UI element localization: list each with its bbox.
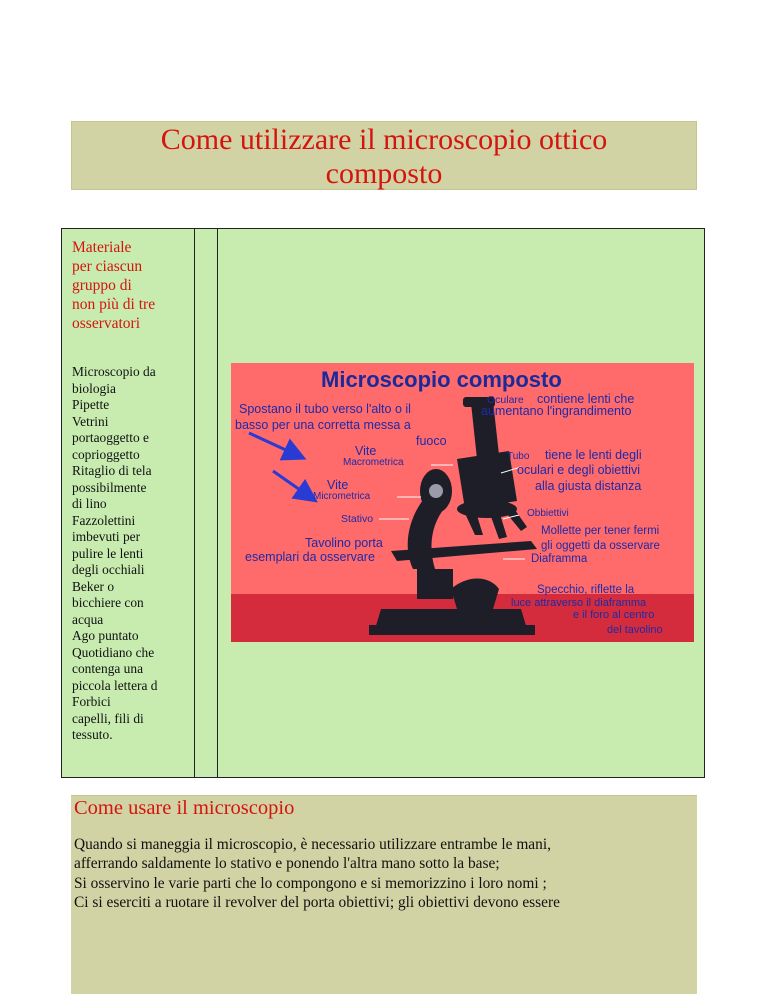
label-diaframma: Diaframma	[531, 553, 588, 565]
section-text-line: Quando si maneggia il microscopio, è necessario utilizzare entrambe le mani,	[74, 836, 551, 853]
materials-list-item: bicchiere con	[72, 595, 144, 610]
materials-list-item: Microscopio da	[72, 364, 156, 379]
section-text	[74, 835, 697, 913]
label-mollette-line2: gli oggetti da osservare	[541, 540, 660, 552]
materials-heading	[72, 238, 192, 333]
materials-list-item: pulire le lenti	[72, 545, 144, 561]
materials-list-item: Vetrini	[72, 413, 109, 429]
figure-title: Microscopio composto	[321, 367, 562, 392]
page-title-line-1: Come utilizzare il microscopio ottico	[160, 123, 608, 156]
label-specchio-line3: e il foro al centro	[573, 609, 655, 621]
section-text-line: Ci si eserciti a ruotare il revolver del porta obiettivi; gli obiettivi devono essere	[74, 894, 560, 912]
label-specchio-line4: del tavolino	[607, 624, 663, 636]
section-text-line: afferrando saldamente lo stativo e ponendo l'altra mano sotto la base;	[74, 855, 500, 873]
materials-heading-line: osservatori	[72, 315, 141, 332]
materials-list-item: acqua	[72, 611, 104, 627]
materials-list-item: coprioggetto	[72, 446, 140, 462]
usage-section	[71, 795, 697, 994]
label-tubo-desc1: tiene le lenti degli	[545, 448, 642, 462]
label-tavolino-line1: Tavolino porta	[305, 536, 383, 550]
label-specchio-line2: luce attraverso il diaframma	[511, 597, 647, 609]
label-oculare: Oculare	[487, 394, 524, 406]
label-oculare-desc1: contiene lenti che	[537, 392, 635, 406]
microscope-diagram	[231, 363, 694, 642]
label-tubo-desc3: alla giusta distanza	[535, 479, 642, 493]
label-obbiettivi: Obbiettivi	[527, 508, 569, 519]
section-heading: Come usare il microscopio	[74, 797, 295, 819]
materials-list-item: imbevuti per	[72, 529, 141, 544]
materials-heading-line: Materiale	[72, 239, 132, 256]
materials-list-item: contenga una	[72, 661, 144, 676]
label-micrometrica: Micrometrica	[313, 491, 371, 502]
materials-list-item: degli occhiali	[72, 562, 145, 577]
label-spostano-line3: fuoco	[416, 434, 447, 448]
label-specchio-line1: Specchio, riflette la	[537, 584, 635, 596]
materials-list-item: Ritaglio di tela	[72, 463, 152, 478]
materials-heading-line: gruppo di	[72, 277, 132, 294]
label-mollette-line1: Mollette per tener fermi	[541, 525, 660, 537]
label-vite-macro: Vite	[355, 444, 377, 458]
label-macrometrica: Macrometrica	[343, 457, 404, 468]
materials-list-item: capelli, fili di	[72, 710, 144, 726]
label-spostano-line1: Spostano il tubo verso l'alto o il	[239, 402, 411, 416]
materials-list-item: Beker o	[72, 578, 115, 594]
materials-list-item: Fazzolettini	[72, 512, 136, 528]
materials-list-item: possibilmente	[72, 479, 147, 495]
materials-heading-line: non più di tre	[72, 296, 156, 313]
page-title	[71, 121, 697, 190]
materials-list-item: biologia	[72, 380, 116, 396]
table-column-divider	[217, 229, 218, 777]
label-vite-micro: Vite	[327, 478, 349, 492]
table-column-divider	[194, 229, 195, 777]
materials-list-item: piccola lettera d	[72, 677, 158, 693]
label-oculare-desc2: aumentano l'ingrandimento	[481, 404, 632, 418]
materials-list-item: portaoggetto e	[72, 430, 149, 445]
materials-list-item: Quotidiano che	[72, 644, 155, 660]
page-title-line-2: composto	[325, 157, 443, 190]
label-spostano-line2: basso per una corretta messa a	[235, 418, 411, 432]
label-tavolino-line2: esemplari da osservare	[245, 550, 375, 564]
label-tubo-desc2: oculari e degli obiettivi	[517, 463, 640, 477]
materials-list-item: di lino	[72, 496, 107, 511]
label-tubo: Tubo	[507, 451, 530, 462]
materials-list-item: Forbici	[72, 694, 111, 709]
section-text-line: Si osservino le varie parti che lo compongono e si memorizzino i loro nomi ;	[74, 874, 547, 892]
materials-list-item: tessuto.	[72, 727, 113, 742]
materials-list-item: Pipette	[72, 397, 110, 412]
materials-list-item: Ago puntato	[72, 628, 139, 643]
materials-list	[72, 364, 192, 744]
label-stativo: Stativo	[341, 513, 374, 525]
materials-heading-line: per ciascun	[72, 258, 143, 275]
